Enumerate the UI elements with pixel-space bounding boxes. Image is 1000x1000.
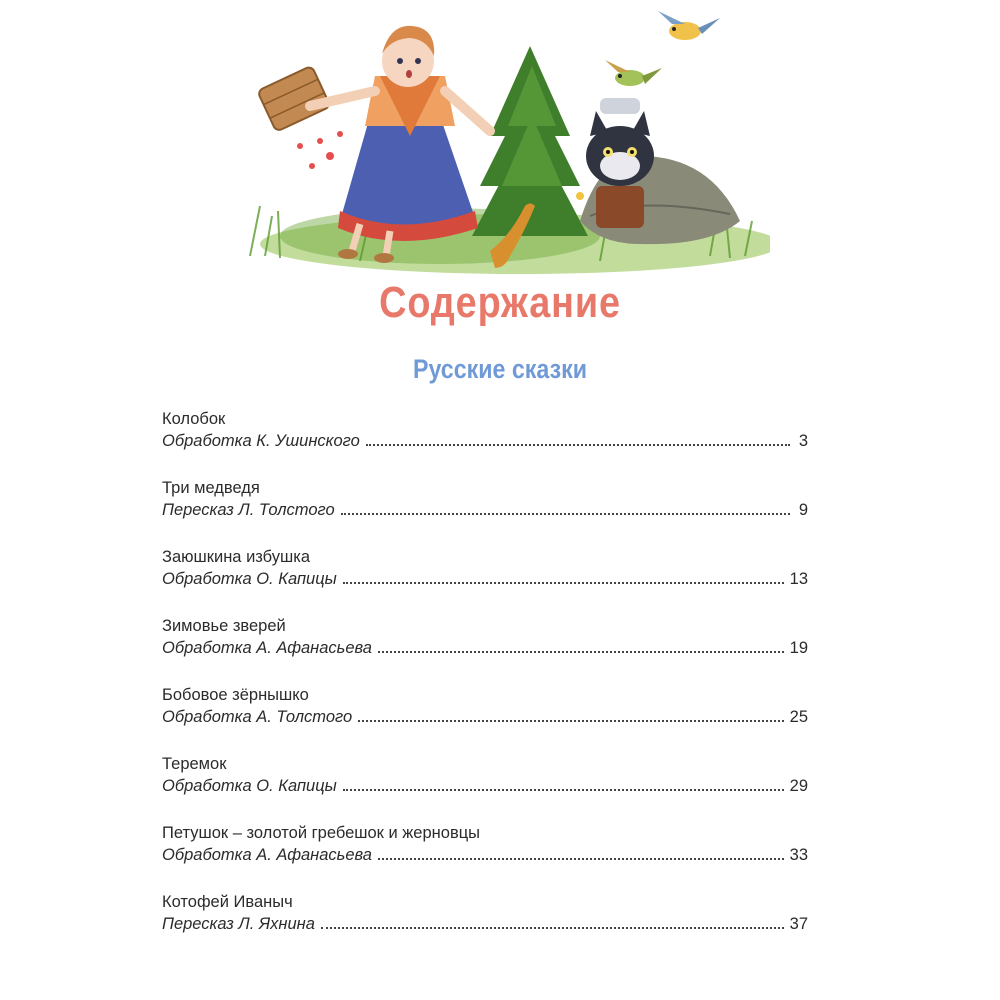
toc-entry-page: 37: [789, 915, 808, 933]
toc-entry-page: 29: [789, 777, 808, 795]
toc-entry-page: 13: [789, 570, 808, 588]
fairy-tale-illustration: [240, 6, 770, 276]
toc-entry[interactable]: [162, 891, 808, 960]
toc-entry-title: Петушок – золотой гребешок и жерновцы: [162, 824, 481, 842]
toc-entry-line: [162, 568, 808, 590]
toc-entry-line: [162, 637, 808, 659]
toc-entry[interactable]: [162, 753, 808, 822]
toc-entry-author: Обработка А. Толстого: [162, 708, 353, 726]
toc-entry-title: Три медведя: [162, 479, 260, 497]
table-of-contents: [162, 408, 808, 960]
toc-dot-leader: [378, 858, 784, 860]
toc-dot-leader: [321, 927, 784, 929]
toc-entry-title: Котофей Иваныч: [162, 893, 293, 911]
toc-entry-author: Обработка О. Капицы: [162, 777, 337, 795]
toc-entry-page: 25: [789, 708, 808, 726]
toc-entry-title: Зимовье зверей: [162, 617, 286, 635]
toc-entry-author: Пересказ Л. Яхнина: [162, 915, 315, 933]
toc-entry-line: [162, 430, 808, 452]
toc-entry[interactable]: [162, 615, 808, 684]
page-title: Содержание: [379, 278, 621, 327]
toc-entry-title: Теремок: [162, 755, 227, 773]
toc-dot-leader: [378, 651, 784, 653]
toc-entry-author: Обработка А. Афанасьева: [162, 846, 372, 864]
toc-entry[interactable]: [162, 684, 808, 753]
toc-dot-leader: [366, 444, 790, 446]
toc-dot-leader: [343, 582, 784, 584]
toc-entry-line: [162, 913, 808, 935]
toc-entry-line: [162, 775, 808, 797]
toc-entry-author: Обработка А. Афанасьева: [162, 639, 372, 657]
toc-dot-leader: [343, 789, 784, 791]
toc-dot-leader: [341, 513, 790, 515]
toc-entry-page: 19: [789, 639, 808, 657]
toc-entry-line: [162, 706, 808, 728]
toc-entry[interactable]: [162, 822, 808, 891]
toc-entry-page: 9: [798, 501, 808, 519]
toc-entry-page: 33: [789, 846, 808, 864]
toc-entry-page: 3: [798, 432, 808, 450]
toc-entry-author: Обработка К. Ушинского: [162, 432, 360, 450]
toc-entry-line: [162, 844, 808, 866]
toc-dot-leader: [358, 720, 783, 722]
toc-entry[interactable]: [162, 477, 808, 546]
toc-entry-line: [162, 499, 808, 521]
toc-entry[interactable]: [162, 546, 808, 615]
toc-entry[interactable]: [162, 408, 808, 477]
toc-entry-title: Бобовое зёрнышко: [162, 686, 309, 704]
toc-entry-title: Заюшкина избушка: [162, 548, 310, 566]
toc-entry-title: Колобок: [162, 410, 226, 428]
section-title: Русские сказки: [412, 354, 588, 384]
toc-entry-author: Пересказ Л. Толстого: [162, 501, 335, 519]
toc-entry-author: Обработка О. Капицы: [162, 570, 337, 588]
